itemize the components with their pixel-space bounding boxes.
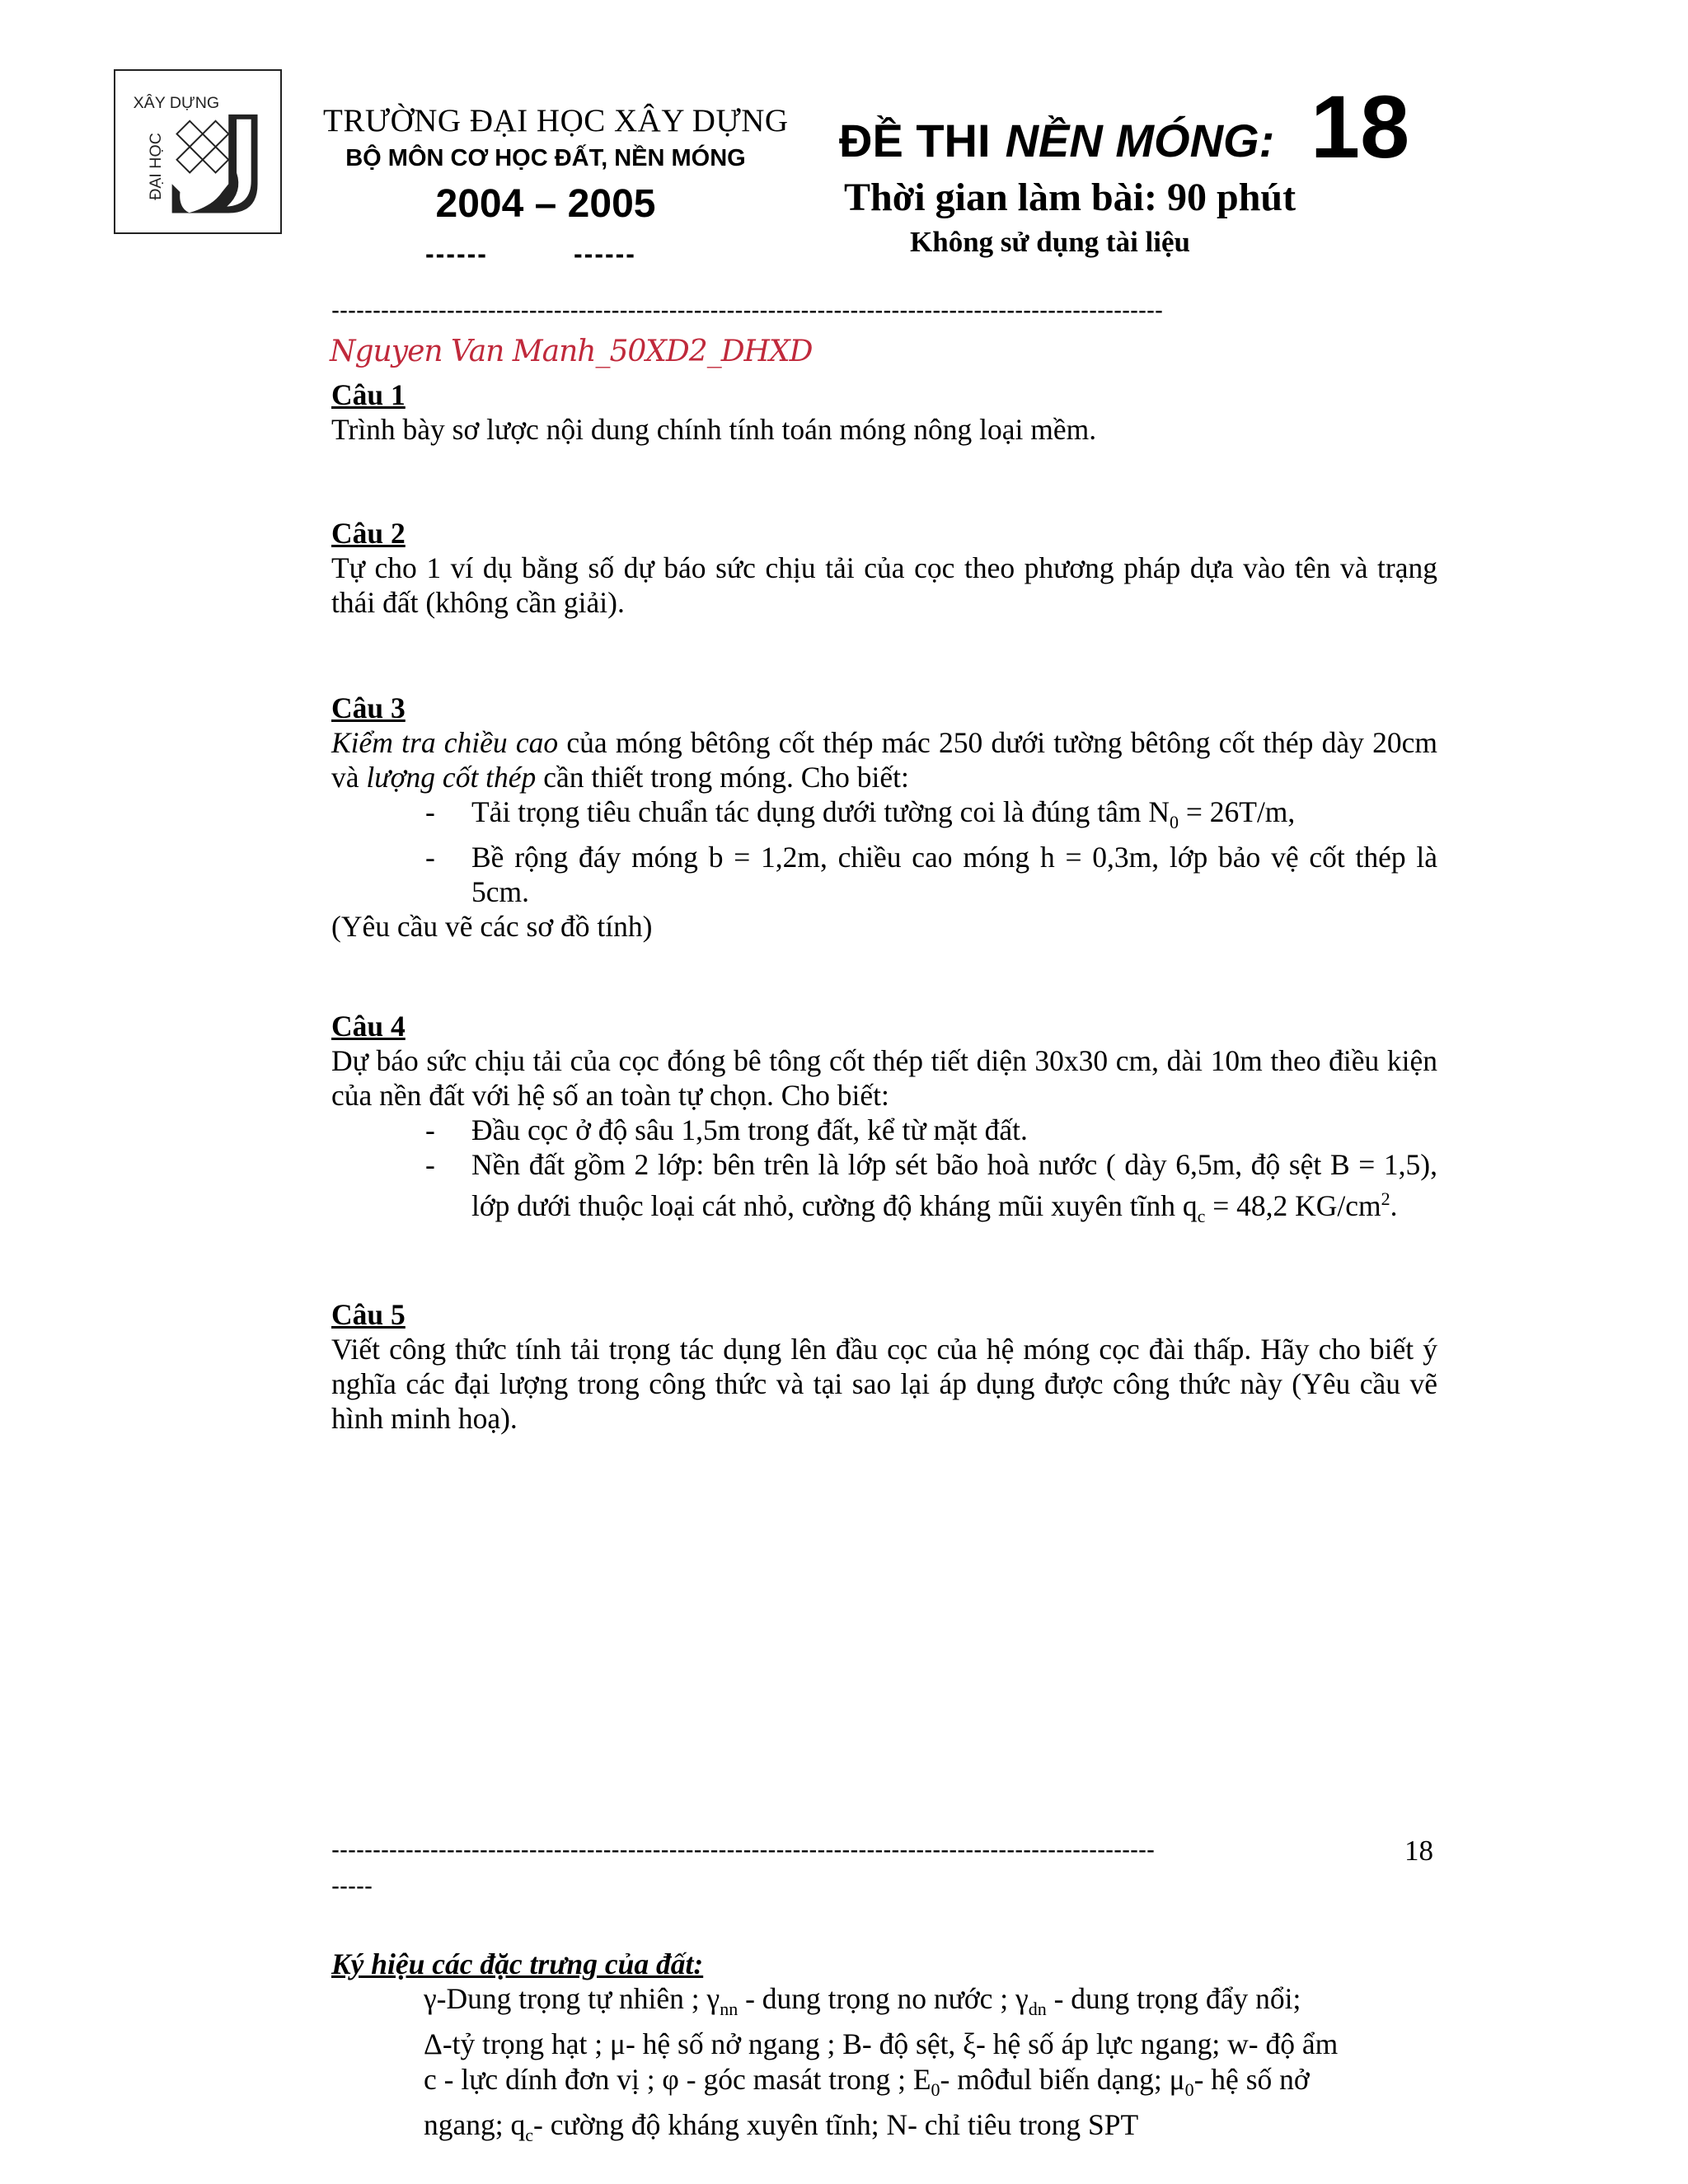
- exam-title: [839, 114, 1274, 167]
- legend-line: γ-Dung trọng tự nhiên ; $\gamma_{nn}$ - dung trọng no nước ; $\gamma_{dn}$ - dung trọng đẩy nổi;: [424, 1982, 1301, 2020]
- question-1: [331, 377, 1437, 447]
- question-text: Viết công thức tính tải trọng tác dụng lên đầu cọc của hệ móng cọc đài thấp. Hãy cho biết ý nghĩa các đại lượng trong công thức và tại sao lại áp dụng được công thức này (Yêu cầu vẽ hình minh hoạ).: [331, 1333, 1437, 1435]
- exam-time: Thời gian làm bài: 90 phút: [844, 176, 1296, 219]
- question-title: Câu 5: [331, 1298, 406, 1331]
- exam-note: Không sử dụng tài liệu: [910, 226, 1191, 258]
- logo-text-side: ĐẠI HỌC: [146, 133, 165, 200]
- divider-top: -----------------------------------------------------------------------------------------------------: [331, 297, 1164, 324]
- department-name: BỘ MÔN CƠ HỌC ĐẤT, NỀN MÓNG: [345, 145, 746, 171]
- academic-year: 2004 – 2005: [435, 182, 656, 226]
- question-4: [331, 1009, 1437, 1234]
- list-item: - Bề rộng đáy móng b = 1,2m, chiều cao móng h = 0,3m, lớp bảo vệ cốt thép là 5cm.: [425, 841, 1437, 909]
- bullet-list: [331, 794, 1437, 909]
- text-italic: Kiểm tra chiều cao: [331, 726, 559, 759]
- question-2: [331, 516, 1437, 620]
- question-title: Câu 1: [331, 378, 406, 411]
- signature: Nguyen Van Manh_50XD2_DHXD: [330, 335, 813, 368]
- question-text: Tự cho 1 ví dụ bằng số dự báo sức chịu tải của cọc theo phương pháp dựa vào tên và trạng thái đất (không cần giải).: [331, 551, 1437, 619]
- dashes-left: ------: [425, 239, 488, 269]
- divider-bottom: ----------------------------------------------------------------------------------------------------: [331, 1836, 1156, 1863]
- logo-text-top: XÂY DỰNG: [133, 94, 220, 113]
- text-italic: lượng cốt thép: [366, 761, 537, 794]
- list-item: - Đầu cọc ở độ sâu 1,5m trong đất, kể từ mặt đất.: [425, 1113, 1028, 1146]
- legend-title: Ký hiệu các đặc trưng của đất:: [331, 1947, 704, 1980]
- list-item: - Nền đất gồm 2 lớp: bên trên là lớp sét bão hoà nước ( dày 6,5m, độ sệt B = 1,5), lớp dưới thuộc loại cát nhỏ, cường độ kháng mũi xuyên tĩnh $q_c = 48,2$ $KG/cm^2$.: [425, 1148, 1437, 1226]
- bullet-list: [331, 1113, 1437, 1234]
- exam-number: 18: [1311, 77, 1410, 176]
- legend: [424, 1981, 1437, 2153]
- legend-line: ngang; $q_c-$ cường độ kháng xuyên tĩnh; N- chỉ tiêu trong SPT: [424, 2108, 1139, 2146]
- question-3: [331, 691, 1437, 944]
- question-title: Câu 3: [331, 691, 406, 724]
- dashes-right: ------: [574, 239, 636, 269]
- list-item: - Tải trọng tiêu chuẩn tác dụng dưới tường coi là đúng tâm $N_0 = 26T/m$,: [425, 795, 1296, 833]
- logo-emblem-icon: [115, 71, 280, 232]
- legend-line: Δ-tỷ trọng hạt ; μ- hệ số nở ngang ; B- độ sệt, ξ- hệ số áp lực ngang; w- độ ẩm: [424, 2027, 1339, 2061]
- question-text: Trình bày sơ lược nội dung chính tính toán móng nông loại mềm.: [331, 413, 1097, 446]
- divider-bottom-continued: -----: [331, 1872, 373, 1900]
- question-footer: (Yêu cầu vẽ các sơ đồ tính): [331, 910, 653, 944]
- school-name: TRƯỜNG ĐẠI HỌC XÂY DỰNG: [323, 103, 789, 138]
- exam-label: ĐỀ THI: [839, 115, 991, 166]
- legend-line: c - lực dính đơn vị ; φ - góc masát trong ; $E_0-$ môđul biến dạng; $\mu_0-$ hệ số nở: [424, 2063, 1310, 2101]
- question-text: Kiểm tra chiều cao của móng bêtông cốt thép mác 250 dưới tường bêtông cốt thép dày 20cm và lượng cốt thép cần thiết trong móng. Cho biết:: [331, 726, 1437, 794]
- page-number: 18: [1404, 1835, 1433, 1867]
- exam-subject: NỀN MÓNG:: [1005, 115, 1275, 166]
- question-title: Câu 4: [331, 1010, 406, 1043]
- university-logo: [114, 69, 282, 234]
- question-5: [331, 1297, 1437, 1436]
- question-title: Câu 2: [331, 517, 406, 550]
- question-text: Dự báo sức chịu tải của cọc đóng bê tông cốt thép tiết diện 30x30 cm, dài 10m theo điều kiện của nền đất với hệ số an toàn tự chọn. Cho biết:: [331, 1044, 1437, 1112]
